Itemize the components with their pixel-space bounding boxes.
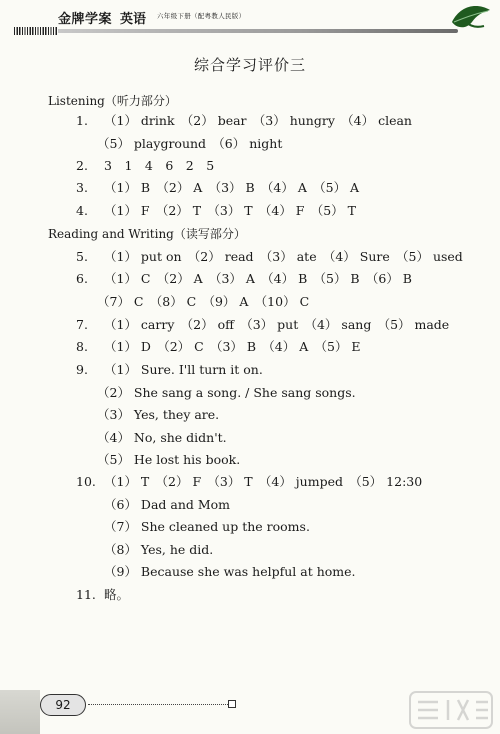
answer-row: （1） F （2） T （3） T （4） F （5） T [104,203,356,218]
answer-q6-row2: （7） C （8） C （9） A （10） C [97,294,310,309]
answer-item: （1） Sure. I'll turn it on. [104,362,263,377]
answer-q5 [76,249,463,265]
answer-q9 [76,362,263,378]
watermark-logo-icon [408,690,494,730]
question-number: 6. [76,271,88,286]
answer-q6 [76,271,412,287]
question-number: 7. [76,317,88,332]
question-number: 1. [76,113,88,128]
question-number: 11. [76,587,96,602]
answer-row: 略。 [104,587,130,602]
section-reading: Reading and Writing（读写部分） [48,227,246,241]
question-number: 2. [76,158,88,173]
answer-q9-item: （5） He lost his book. [97,452,241,467]
answer-q1-row2: （5） playground （6） night [97,136,283,151]
page-number: 92 [40,694,86,716]
answer-row: （1） T （2） F （3） T （4） jumped （5） 12:30 [104,474,423,489]
answer-q2 [76,158,214,174]
answer-row: 3 1 4 6 2 5 [104,158,215,173]
answer-q7 [76,317,449,333]
answer-q9-item: （2） She sang a song. / She sang songs. [97,385,356,400]
brand-name: 金牌学案 [58,12,113,27]
answer-q9-item: （4） No, she didn't. [97,430,227,445]
answer-row: （1） put on （2） read （3） ate （4） Sure （5） used [104,249,463,264]
question-number: 3. [76,180,88,195]
answer-row: （1） D （2） C （3） B （4） A （5） E [104,339,361,354]
answer-q1 [76,113,412,129]
answer-row: （1） drink （2） bear （3） hungry （4） clean [104,113,412,128]
answer-q10-item: （9） Because she was helpful at home. [104,564,356,579]
footer-band [0,690,40,734]
answer-q3 [76,180,359,196]
answer-q4 [76,203,356,219]
header-rule [58,29,458,33]
answer-row: （1） B （2） A （3） B （4） A （5） A [104,180,360,195]
page-header [0,0,500,36]
question-number: 8. [76,339,88,354]
subject-name: 英语 [120,12,147,27]
answer-q10-item: （6） Dad and Mom [104,497,231,512]
question-number: 10. [76,474,96,489]
answer-q11 [76,587,129,603]
answer-row: （1） carry （2） off （3） put （4） sang （5） made [104,317,450,332]
page-title: 综合学习评价三 [193,56,306,74]
grade-label: 六年级下册（配粤教人民版） [157,12,246,20]
section-listening: Listening（听力部分） [48,94,177,108]
question-number: 5. [76,249,88,264]
footer-square-icon [228,700,236,708]
answer-q10 [76,474,422,490]
answer-row: （1） C （2） A （3） A （4） B （5） B （6） B [104,271,412,286]
question-number: 4. [76,203,88,218]
answer-q10-item: （8） Yes, he did. [104,542,214,557]
leaf-icon [446,0,494,36]
footer-dotted-rule [88,704,228,705]
question-number: 9. [76,362,88,377]
answer-q9-item: （3） Yes, they are. [97,407,220,422]
answer-q8 [76,339,361,355]
barcode-stripe [14,27,58,35]
answer-q10-item: （7） She cleaned up the rooms. [104,519,310,534]
